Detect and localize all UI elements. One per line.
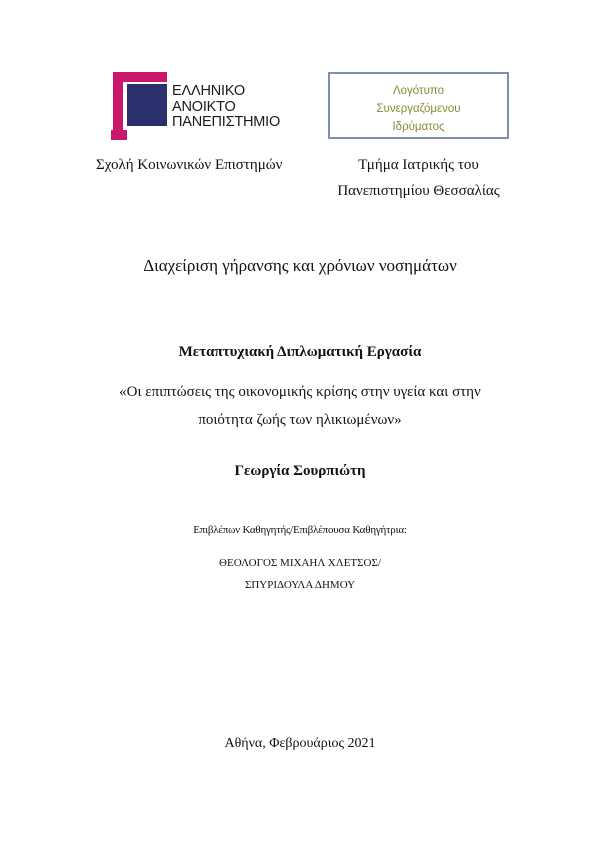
thesis-title: [0, 378, 600, 434]
partner-logo-text: [330, 82, 507, 136]
partner-line-1: Λογότυπο: [392, 85, 445, 97]
thesis-title-line-2: ποιότητα ζωής των ηλικιωμένων»: [198, 412, 402, 428]
supervisors-names: [0, 552, 600, 596]
thesis-type: Μεταπτυχιακή Διπλωματική Εργασία: [178, 344, 422, 360]
place-and-date: Αθήνα, Φεβρουάριος 2021: [224, 736, 376, 751]
school-name: Σχολή Κοινωνικών Επιστημών: [96, 157, 283, 173]
logo-line-1: ΕΛΛΗΝΙΚΟ: [172, 83, 245, 99]
logo-magenta-foot: [111, 130, 127, 140]
programme-title: Διαχείριση γήρανσης και χρόνιων νοσημάτων: [143, 256, 457, 275]
logo-line-2: ΑΝΟΙΚΤΟ: [172, 98, 236, 115]
department-line-2: Πανεπιστημίου Θεσσαλίας: [337, 183, 500, 199]
partner-line-2: Συνεργαζόμενου: [376, 103, 461, 115]
logo-wordmark: [172, 84, 280, 131]
logo-navy-block: [127, 84, 167, 126]
partner-line-3: Ιδρύματος: [392, 121, 445, 133]
department-name: [328, 152, 509, 204]
thesis-title-line-1: «Οι επιπτώσεις της οικονομικής κρίσης στην υγεία και στην: [119, 384, 481, 400]
logo-line-3: ΠΑΝΕΠΙΣΤΗΜΙΟ: [172, 114, 281, 130]
supervisor-name-2: ΣΠΥΡΙΔΟΥΛΑ ΔΗΜΟΥ: [244, 579, 356, 591]
department-line-1: Τμήμα Ιατρικής του: [358, 157, 479, 173]
supervisors-label: Επιβλέπων Καθηγητής/Επιβλέπουσα Καθηγήτρια:: [193, 524, 407, 536]
author-name: Γεωργία Σουρπιώτη: [234, 463, 366, 479]
supervisor-name-1: ΘΕΟΛΟΓΟΣ ΜΙΧΑΗΛ ΧΛΕΤΣΟΣ/: [219, 557, 381, 569]
